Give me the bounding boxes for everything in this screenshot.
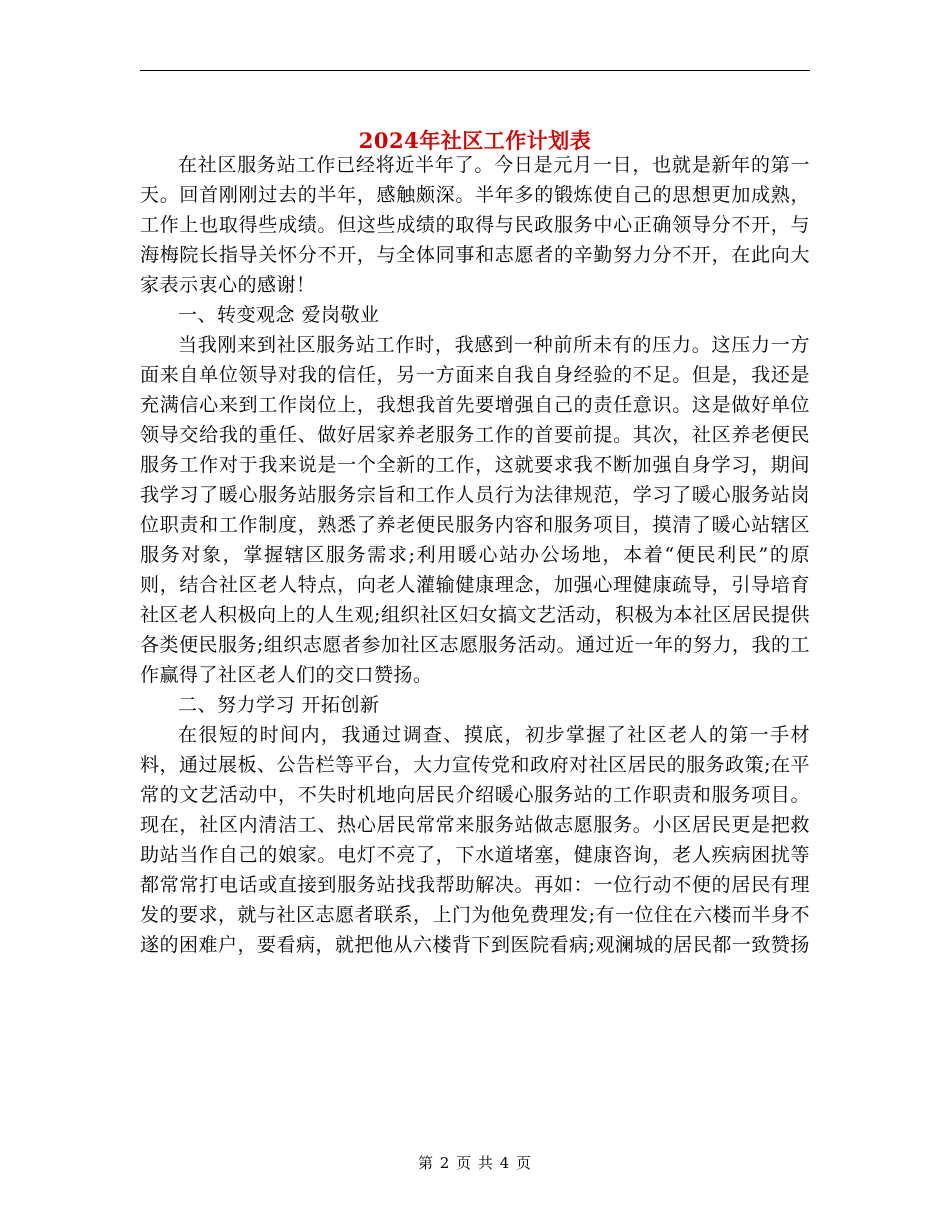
paragraph-section-2: 在很短的时间内，我通过调查、摸底，初步掌握了社区老人的第一手材料，通过展板、公告栏等平台，大力宣传党和政府对社区居民的服务政策;在平常的文艺活动中，不失时机地向居民介绍暖心服务站的工作职责和服务项目。现在，社区内清洁工、热心居民常常来服务站做志愿服务。小区居民更是把救助站当作自己的娘家。电灯不亮了，下水道堵塞，健康咨询，老人疾病困扰等都常常打电话或直接到服务站找我帮助解决。再如：一位行动不便的居民有理发的要求，就与社区志愿者联系，上门为他免费理发;有一位住在六楼而半身不遂的困难户，要看病，就把他从六楼背下到医院看病;观澜城的居民都一致赞扬 bbox=[140, 724, 810, 956]
paragraph-section-1: 当我刚来到社区服务站工作时，我感到一种前所未有的压力。这压力一方面来自单位领导对我的信任，另一方面来自我自身经验的不足。但是，我还是充满信心来到工作岗位上，我想我首先要增强自己的责任意识。这是做好单位领导交给我的重任、做好居家养老服务工作的首要前提。其次，社区养老便民服务工作对于我来说是一个全新的工作，这就要求我不断加强自身学习，期间我学习了暖心服务站服务宗旨和工作人员行为法律规范，学习了暖心服务站岗位职责和工作制度，熟悉了养老便民服务内容和服务项目，摸清了暖心站辖区服务对象，掌握辖区服务需求;利用暖心站办公场地，本着“便民利民”的原则，结合社区老人特点，向老人灌输健康理念，加强心理健康疏导，引导培育社区老人积极向上的人生观;组织社区妇女搞文艺活动，积极为本社区居民提供各类便民服务;组织志愿者参加社区志愿服务活动。通过近一年的努力，我的工作赢得了社区老人们的交口赞扬。 bbox=[140, 334, 810, 686]
page-number: 第 2 页 共 4 页 bbox=[418, 1154, 532, 1172]
section-heading-1: 一、转变观念 爱岗敬业 bbox=[178, 304, 380, 326]
section-heading-2: 二、努力学习 开拓创新 bbox=[178, 694, 380, 716]
document-title: 2024年社区工作计划表 bbox=[358, 128, 592, 154]
paragraph-intro: 在社区服务站工作已经将近半年了。今日是元月一日，也就是新年的第一天。回首刚刚过去的半年，感触颇深。半年多的锻炼使自己的思想更加成熟，工作上也取得些成绩。但这些成绩的取得与民政服务中心正确领导分不开，与海梅院长指导关怀分不开，与全体同事和志愿者的辛勤努力分不开，在此向大家表示衷心的感谢！ bbox=[140, 154, 810, 296]
document-body bbox=[140, 150, 810, 960]
header-rule bbox=[140, 70, 810, 71]
